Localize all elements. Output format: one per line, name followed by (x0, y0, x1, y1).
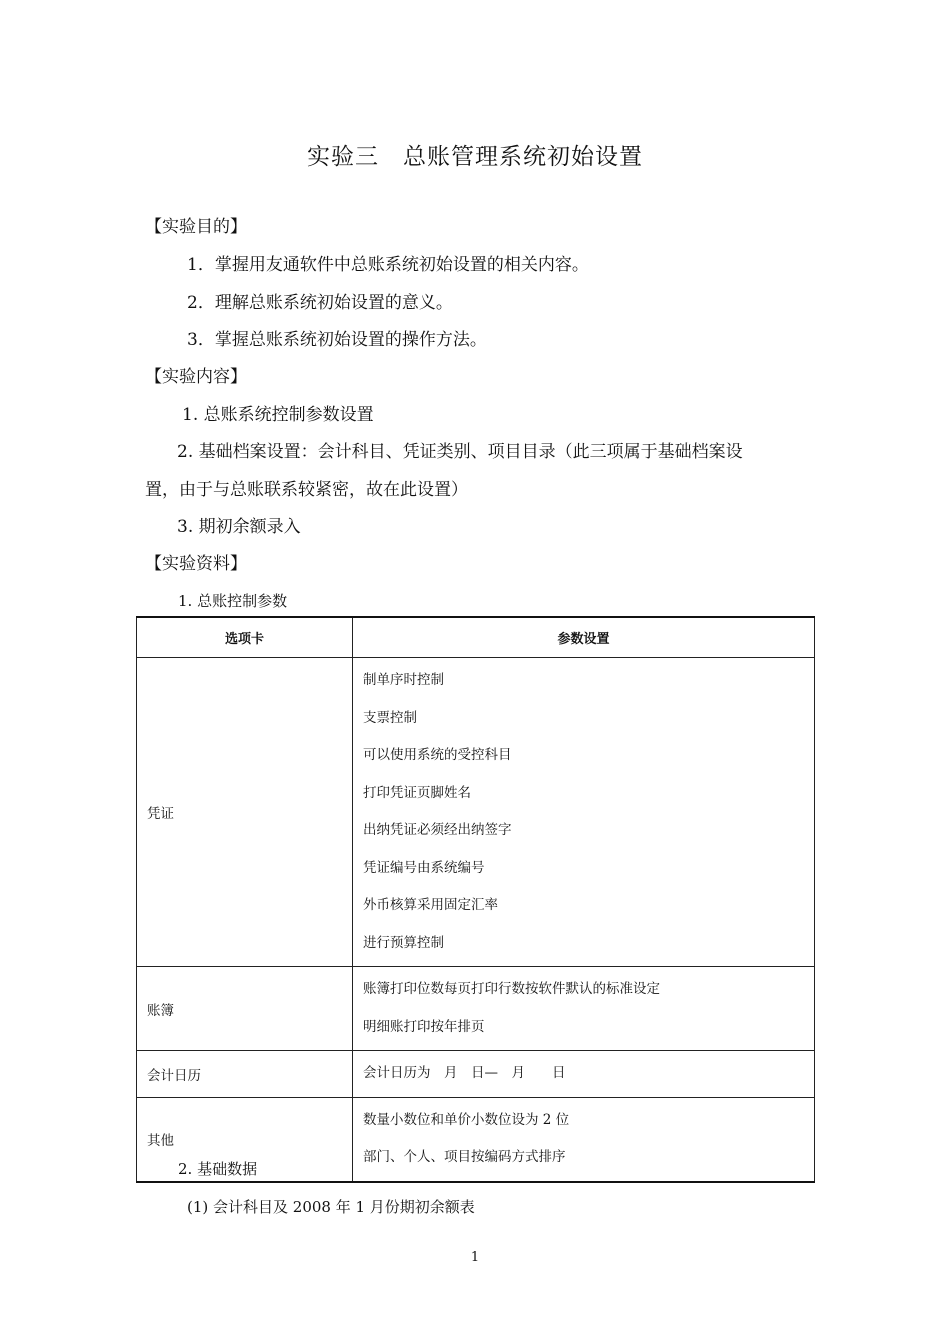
table-cell-params (353, 1051, 815, 1098)
param-item: 会计日历为 月 日— 月 日 (363, 1065, 566, 1081)
table-cell-tab: 其他 (137, 1097, 353, 1182)
param-item: 制单序时控制 (363, 672, 444, 688)
accounts-subheading: (1) 会计科目及 2008 年 1 月份期初余额表 (187, 1198, 475, 1216)
param-item: 凭证编号由系统编号 (363, 859, 485, 876)
content-item: 3. 期初余额录入 (177, 517, 301, 537)
param-item: 打印凭证页脚姓名 (363, 784, 471, 801)
content-heading: 【实验内容】 (145, 367, 247, 387)
param-item: 数量小数位和单价小数位设为 2 位 (363, 1111, 570, 1128)
param-item: 外币核算采用固定汇率 (363, 897, 498, 913)
purpose-item: 2．理解总账系统初始设置的意义。 (187, 293, 453, 313)
table-cell-params (353, 967, 815, 1051)
param-item: 账簿打印位数每页打印行数按软件默认的标准设定 (363, 981, 660, 997)
materials-subheading: 1. 总账控制参数 (178, 592, 288, 610)
table-header-row (137, 617, 815, 658)
param-item: 进行预算控制 (363, 934, 444, 951)
param-item: 明细账打印按年排页 (363, 1018, 485, 1035)
basic-data-heading: 2. 基础数据 (178, 1160, 258, 1178)
content-item: 置，由于与总账联系较紧密，故在此设置） (145, 480, 468, 500)
page-number: 1 (470, 1250, 480, 1265)
control-params-table (136, 616, 815, 1183)
table-header-params: 参数设置 (353, 617, 815, 658)
content-item: 2. 基础档案设置：会计科目、凭证类别、项目目录（此三项属于基础档案设 (177, 442, 743, 462)
table-cell-params (353, 658, 815, 967)
table-cell-tab: 账簿 (137, 967, 353, 1051)
purpose-item: 1．掌握用友通软件中总账系统初始设置的相关内容。 (187, 255, 589, 275)
table-header-tab: 选项卡 (137, 617, 353, 658)
table-cell-params (353, 1097, 815, 1182)
param-item: 可以使用系统的受控科目 (363, 747, 512, 763)
table-row (137, 967, 815, 1051)
materials-heading: 【实验资料】 (145, 554, 247, 574)
param-item: 支票控制 (363, 709, 417, 726)
purpose-item: 3．掌握总账系统初始设置的操作方法。 (187, 330, 487, 350)
purpose-heading: 【实验目的】 (145, 217, 247, 237)
table-cell-tab: 凭证 (137, 658, 353, 967)
param-item: 出纳凭证必须经出纳签字 (363, 822, 512, 838)
page-title: 实验三 总账管理系统初始设置 (307, 144, 643, 170)
table-row (137, 1051, 815, 1098)
param-item: 部门、个人、项目按编码方式排序 (363, 1149, 566, 1165)
table-cell-tab: 会计日历 (137, 1051, 353, 1098)
content-item: 1. 总账系统控制参数设置 (182, 405, 374, 425)
table-row (137, 658, 815, 967)
